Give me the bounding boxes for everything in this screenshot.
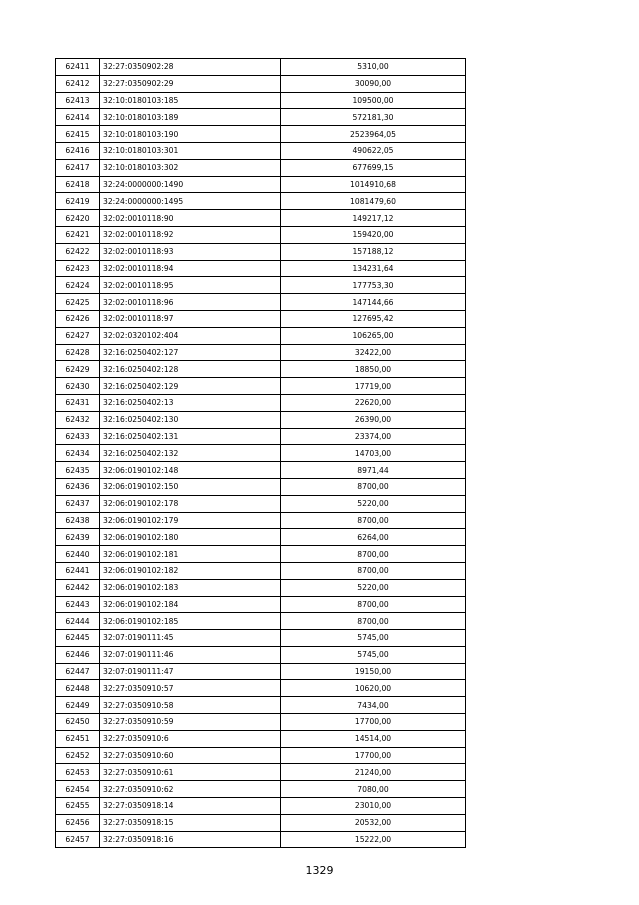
cadastral-number: 32:27:0350910:61 [100, 764, 281, 781]
row-number: 62421 [56, 226, 100, 243]
cadastral-value: 18850,00 [281, 361, 466, 378]
cadastral-number: 32:16:0250402:127 [100, 344, 281, 361]
table-row [56, 92, 466, 109]
cadastral-value: 20532,00 [281, 814, 466, 831]
row-number: 62452 [56, 747, 100, 764]
cadastral-value: 106265,00 [281, 327, 466, 344]
cadastral-value: 8700,00 [281, 478, 466, 495]
cadastral-number: 32:02:0010118:90 [100, 210, 281, 227]
table-row [56, 243, 466, 260]
cadastral-number: 32:27:0350902:29 [100, 75, 281, 92]
cadastral-value: 159420,00 [281, 226, 466, 243]
cadastral-number: 32:07:0190111:46 [100, 646, 281, 663]
cadastral-number: 32:16:0250402:13 [100, 394, 281, 411]
table-row [56, 394, 466, 411]
cadastral-number: 32:27:0350910:58 [100, 697, 281, 714]
table-row [56, 747, 466, 764]
row-number: 62431 [56, 394, 100, 411]
cadastral-value: 149217,12 [281, 210, 466, 227]
cadastral-value: 5745,00 [281, 630, 466, 647]
cadastral-number: 32:27:0350910:62 [100, 781, 281, 798]
row-number: 62429 [56, 361, 100, 378]
cadastral-number: 32:27:0350918:16 [100, 831, 281, 848]
row-number: 62441 [56, 562, 100, 579]
row-number: 62449 [56, 697, 100, 714]
table-row [56, 831, 466, 848]
cadastral-number: 32:02:0010118:95 [100, 277, 281, 294]
table-row [56, 663, 466, 680]
cadastral-value: 8700,00 [281, 512, 466, 529]
cadastral-number: 32:10:0180103:190 [100, 126, 281, 143]
table-row [56, 630, 466, 647]
table-row [56, 798, 466, 815]
cadastral-number: 32:06:0190102:180 [100, 529, 281, 546]
cadastral-value: 30090,00 [281, 75, 466, 92]
table-row [56, 562, 466, 579]
table-row [56, 697, 466, 714]
row-number: 62454 [56, 781, 100, 798]
table-body [56, 59, 466, 848]
cadastral-number: 32:06:0190102:181 [100, 546, 281, 563]
table-row [56, 159, 466, 176]
cadastral-value: 490622,05 [281, 142, 466, 159]
row-number: 62433 [56, 428, 100, 445]
table-row [56, 445, 466, 462]
row-number: 62438 [56, 512, 100, 529]
cadastral-value: 572181,30 [281, 109, 466, 126]
table-row [56, 512, 466, 529]
table-row [56, 109, 466, 126]
table-row [56, 226, 466, 243]
cadastral-value: 109500,00 [281, 92, 466, 109]
row-number: 62444 [56, 613, 100, 630]
table-row [56, 546, 466, 563]
row-number: 62437 [56, 495, 100, 512]
cadastral-number: 32:07:0190111:45 [100, 630, 281, 647]
cadastral-value: 14514,00 [281, 730, 466, 747]
row-number: 62425 [56, 294, 100, 311]
cadastral-value: 17700,00 [281, 747, 466, 764]
table-row [56, 176, 466, 193]
row-number: 62442 [56, 579, 100, 596]
row-number: 62426 [56, 310, 100, 327]
table-row [56, 579, 466, 596]
row-number: 62411 [56, 59, 100, 76]
row-number: 62414 [56, 109, 100, 126]
cadastral-value: 157188,12 [281, 243, 466, 260]
cadastral-value: 17719,00 [281, 378, 466, 395]
cadastral-number: 32:02:0320102:404 [100, 327, 281, 344]
cadastral-number: 32:27:0350910:59 [100, 714, 281, 731]
cadastral-value: 1014910,68 [281, 176, 466, 193]
table-row [56, 714, 466, 731]
row-number: 62428 [56, 344, 100, 361]
cadastral-number: 32:06:0190102:184 [100, 596, 281, 613]
row-number: 62418 [56, 176, 100, 193]
cadastral-number: 32:06:0190102:178 [100, 495, 281, 512]
cadastral-value: 1081479,60 [281, 193, 466, 210]
cadastral-value: 22620,00 [281, 394, 466, 411]
cadastral-value: 2523964,05 [281, 126, 466, 143]
row-number: 62450 [56, 714, 100, 731]
page-number: 1329 [305, 864, 334, 877]
cadastral-number: 32:06:0190102:182 [100, 562, 281, 579]
cadastral-number: 32:06:0190102:179 [100, 512, 281, 529]
row-number: 62455 [56, 798, 100, 815]
cadastral-number: 32:27:0350910:6 [100, 730, 281, 747]
cadastral-number: 32:10:0180103:301 [100, 142, 281, 159]
cadastral-value: 14703,00 [281, 445, 466, 462]
row-number: 62430 [56, 378, 100, 395]
table-row [56, 495, 466, 512]
row-number: 62427 [56, 327, 100, 344]
row-number: 62446 [56, 646, 100, 663]
cadastral-value: 8700,00 [281, 613, 466, 630]
row-number: 62424 [56, 277, 100, 294]
cadastral-value: 127695,42 [281, 310, 466, 327]
table-row [56, 310, 466, 327]
cadastral-value: 17700,00 [281, 714, 466, 731]
row-number: 62443 [56, 596, 100, 613]
row-number: 62413 [56, 92, 100, 109]
cadastral-value: 23374,00 [281, 428, 466, 445]
cadastral-number: 32:06:0190102:183 [100, 579, 281, 596]
row-number: 62448 [56, 680, 100, 697]
row-number: 62435 [56, 462, 100, 479]
cadastral-value: 8700,00 [281, 596, 466, 613]
cadastral-value: 21240,00 [281, 764, 466, 781]
table-row [56, 596, 466, 613]
table-row [56, 294, 466, 311]
cadastral-number: 32:10:0180103:302 [100, 159, 281, 176]
row-number: 62434 [56, 445, 100, 462]
table-row [56, 75, 466, 92]
cadastral-value: 19150,00 [281, 663, 466, 680]
row-number: 62436 [56, 478, 100, 495]
cadastral-value: 134231,64 [281, 260, 466, 277]
row-number: 62417 [56, 159, 100, 176]
cadastral-number: 32:07:0190111:47 [100, 663, 281, 680]
cadastral-value: 7434,00 [281, 697, 466, 714]
table-row [56, 781, 466, 798]
table-row [56, 210, 466, 227]
table-row [56, 59, 466, 76]
cadastral-value: 677699,15 [281, 159, 466, 176]
cadastral-number: 32:27:0350910:60 [100, 747, 281, 764]
table-row [56, 529, 466, 546]
row-number: 62439 [56, 529, 100, 546]
cadastral-value: 8700,00 [281, 562, 466, 579]
cadastral-value: 5220,00 [281, 495, 466, 512]
table-row [56, 378, 466, 395]
row-number: 62451 [56, 730, 100, 747]
cadastral-number: 32:16:0250402:129 [100, 378, 281, 395]
table-row [56, 344, 466, 361]
cadastral-number: 32:16:0250402:131 [100, 428, 281, 445]
row-number: 62419 [56, 193, 100, 210]
table-row [56, 613, 466, 630]
row-number: 62432 [56, 411, 100, 428]
row-number: 62416 [56, 142, 100, 159]
cadastral-number: 32:16:0250402:132 [100, 445, 281, 462]
table-row [56, 142, 466, 159]
table-row [56, 462, 466, 479]
row-number: 62456 [56, 814, 100, 831]
table-row [56, 680, 466, 697]
row-number: 62412 [56, 75, 100, 92]
row-number: 62422 [56, 243, 100, 260]
cadastral-number: 32:27:0350918:15 [100, 814, 281, 831]
row-number: 62423 [56, 260, 100, 277]
row-number: 62453 [56, 764, 100, 781]
row-number: 62415 [56, 126, 100, 143]
cadastral-value: 10620,00 [281, 680, 466, 697]
cadastral-number: 32:16:0250402:130 [100, 411, 281, 428]
cadastral-value: 8700,00 [281, 546, 466, 563]
cadastral-value: 23010,00 [281, 798, 466, 815]
cadastral-value: 5220,00 [281, 579, 466, 596]
cadastral-number: 32:10:0180103:189 [100, 109, 281, 126]
table-row [56, 814, 466, 831]
cadastral-value: 5310,00 [281, 59, 466, 76]
cadastral-number: 32:16:0250402:128 [100, 361, 281, 378]
cadastral-number: 32:06:0190102:148 [100, 462, 281, 479]
table-row [56, 361, 466, 378]
table-row [56, 193, 466, 210]
row-number: 62440 [56, 546, 100, 563]
cadastral-value: 8971,44 [281, 462, 466, 479]
cadastral-number: 32:06:0190102:150 [100, 478, 281, 495]
cadastral-number: 32:02:0010118:93 [100, 243, 281, 260]
cadastral-number: 32:02:0010118:94 [100, 260, 281, 277]
cadastral-table [55, 58, 466, 848]
row-number: 62420 [56, 210, 100, 227]
cadastral-number: 32:27:0350902:28 [100, 59, 281, 76]
table-row [56, 730, 466, 747]
table-row [56, 126, 466, 143]
table-row [56, 277, 466, 294]
cadastral-number: 32:02:0010118:96 [100, 294, 281, 311]
row-number: 62447 [56, 663, 100, 680]
cadastral-number: 32:27:0350918:14 [100, 798, 281, 815]
cadastral-value: 15222,00 [281, 831, 466, 848]
cadastral-value: 7080,00 [281, 781, 466, 798]
cadastral-number: 32:24:0000000:1490 [100, 176, 281, 193]
table-row [56, 428, 466, 445]
table-row [56, 478, 466, 495]
cadastral-number: 32:06:0190102:185 [100, 613, 281, 630]
cadastral-value: 5745,00 [281, 646, 466, 663]
cadastral-number: 32:02:0010118:97 [100, 310, 281, 327]
row-number: 62445 [56, 630, 100, 647]
cadastral-number: 32:10:0180103:185 [100, 92, 281, 109]
table-row [56, 411, 466, 428]
cadastral-number: 32:24:0000000:1495 [100, 193, 281, 210]
table-row [56, 764, 466, 781]
cadastral-number: 32:02:0010118:92 [100, 226, 281, 243]
row-number: 62457 [56, 831, 100, 848]
cadastral-value: 177753,30 [281, 277, 466, 294]
table-row [56, 327, 466, 344]
cadastral-value: 26390,00 [281, 411, 466, 428]
cadastral-value: 32422,00 [281, 344, 466, 361]
table-row [56, 646, 466, 663]
cadastral-number: 32:27:0350910:57 [100, 680, 281, 697]
table-row [56, 260, 466, 277]
cadastral-value: 6264,00 [281, 529, 466, 546]
cadastral-value: 147144,66 [281, 294, 466, 311]
